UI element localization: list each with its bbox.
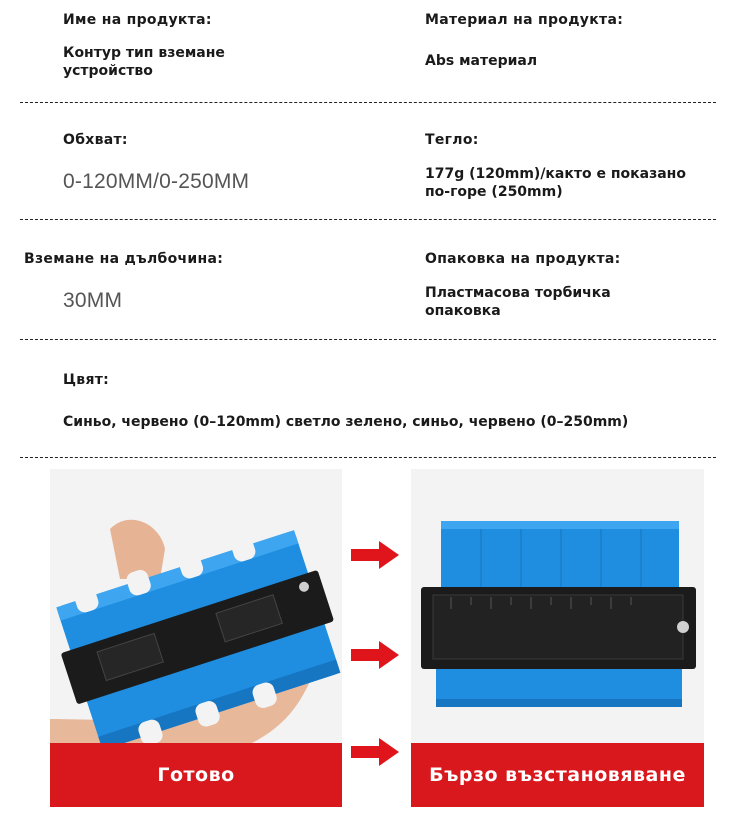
right-product-photo (411, 469, 704, 807)
material-label: Материал на продукта: (425, 12, 624, 28)
material-value: Abs материал (425, 53, 538, 69)
divider-1 (20, 102, 716, 103)
arrow-right-icon (351, 641, 399, 669)
weight-label: Тегло: (425, 132, 479, 148)
left-product-photo (50, 469, 342, 807)
range-label: Обхват: (63, 132, 128, 148)
weight-value: 177g (120mm)/както е показано по-горе (250mm) (425, 166, 686, 200)
depth-value: 30MM (63, 289, 123, 312)
caption-quick-restore: Бързо възстановяване (411, 743, 704, 807)
divider-2 (20, 219, 716, 220)
arrow-right-icon (351, 541, 399, 569)
divider-4 (20, 457, 716, 458)
color-value: Синьо, червено (0–120mm) светло зелено, синьо, червено (0–250mm) (63, 414, 629, 430)
packaging-value: Пластмасова торбичка опаковка (425, 285, 611, 319)
product-name-value: Контур тип вземане устройство (63, 45, 225, 79)
depth-label: Вземане на дълбочина: (24, 251, 224, 267)
color-label: Цвят: (63, 372, 110, 388)
range-value: 0-120MM/0-250MM (63, 170, 250, 193)
divider-3 (20, 339, 716, 340)
packaging-label: Опаковка на продукта: (425, 251, 621, 267)
caption-ready: Готово (50, 743, 342, 807)
product-name-label: Име на продукта: (63, 12, 212, 28)
arrow-right-icon (351, 738, 399, 766)
